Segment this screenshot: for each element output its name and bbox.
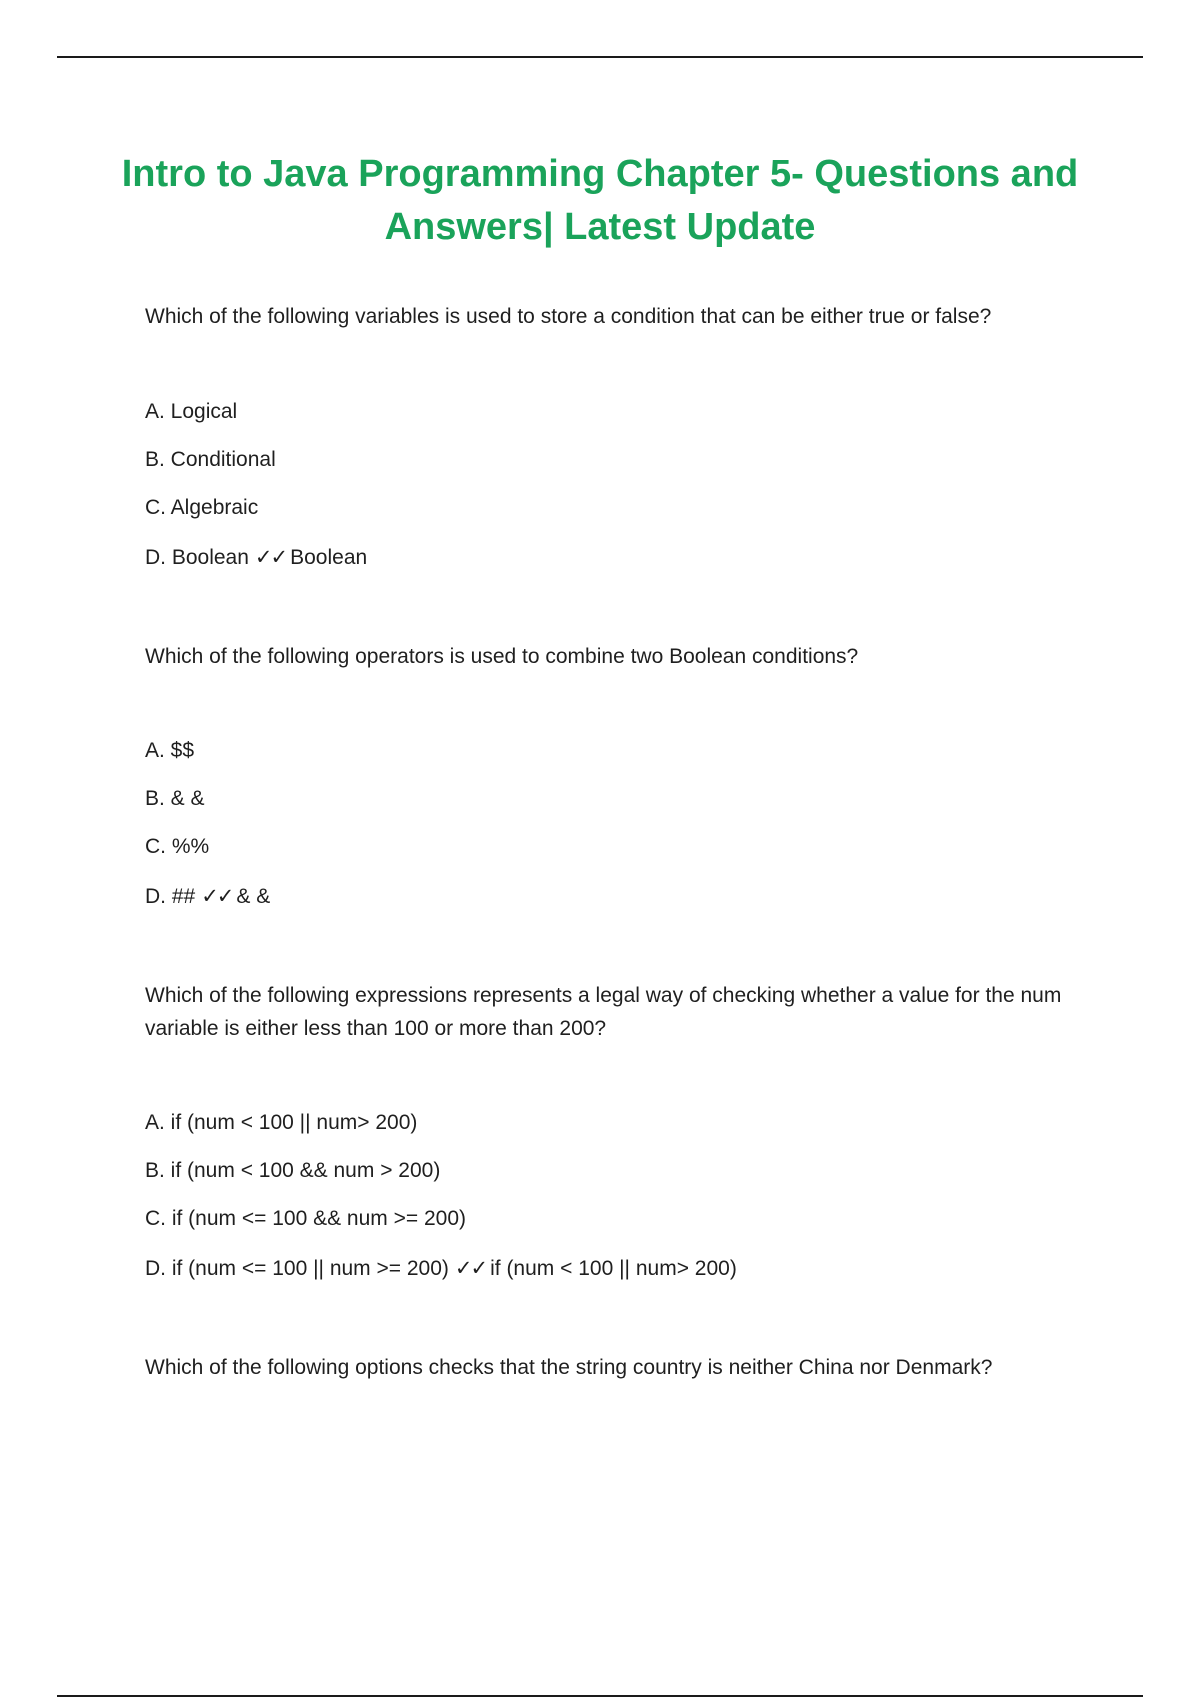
question-3-option-c: C. if (num <= 100 && num >= 200) bbox=[145, 1207, 467, 1230]
question-3-text: Which of the following expressions represents a legal way of checking whether a value for the num variable is either less than 100 or more than 200? bbox=[145, 984, 1062, 1040]
option-d-label: D. ## bbox=[145, 885, 196, 908]
question-1-text: Which of the following variables is used to store a condition that can be either true or false? bbox=[145, 305, 992, 328]
answer-text: Boolean bbox=[290, 546, 368, 569]
question-2-option-a: A. $$ bbox=[145, 739, 195, 762]
bottom-rule bbox=[57, 1695, 1143, 1697]
question-3-option-d bbox=[145, 1255, 737, 1283]
question-1-option-d bbox=[145, 544, 367, 572]
question-2-option-b: B. & & bbox=[145, 787, 205, 810]
option-d-label: D. if (num <= 100 || num >= 200) bbox=[145, 1257, 449, 1280]
question-2-text: Which of the following operators is used to combine two Boolean conditions? bbox=[145, 645, 859, 668]
answer-text: if (num < 100 || num> 200) bbox=[490, 1257, 737, 1280]
check-mark-icon: ✓✓ bbox=[201, 885, 233, 908]
document-title: Intro to Java Programming Chapter 5- Questions and Answers| Latest Update bbox=[121, 153, 1079, 248]
question-4-text: Which of the following options checks that the string country is neither China nor Denmark? bbox=[145, 1356, 993, 1379]
check-mark-icon: ✓✓ bbox=[454, 1257, 487, 1280]
question-2-option-d bbox=[145, 883, 270, 911]
question-1-option-a: A. Logical bbox=[145, 400, 238, 423]
question-2-option-c: C. %% bbox=[145, 835, 210, 858]
question-3-option-a: A. if (num < 100 || num> 200) bbox=[145, 1111, 418, 1134]
question-1-option-b: B. Conditional bbox=[145, 448, 276, 471]
answer-text: & & bbox=[236, 885, 271, 908]
question-3-option-b: B. if (num < 100 && num > 200) bbox=[145, 1159, 441, 1182]
option-d-label: D. Boolean bbox=[145, 546, 249, 569]
question-1-option-c: C. Algebraic bbox=[145, 496, 259, 519]
check-mark-icon: ✓✓ bbox=[254, 546, 287, 569]
top-rule bbox=[57, 56, 1143, 58]
